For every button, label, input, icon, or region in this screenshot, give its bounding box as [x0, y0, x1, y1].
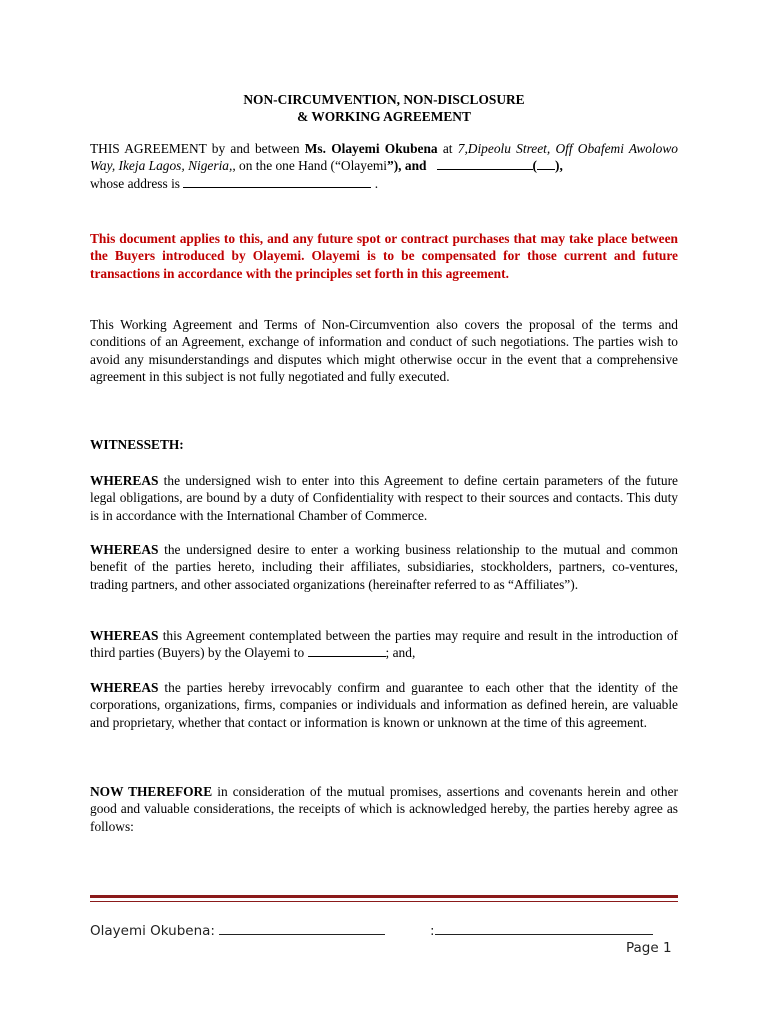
now-therefore-text: in consideration of the mutual promises, assertions and covenants herein and other good and valuable considerations, the receipts of which is acknowledged hereby, the parties hereby agree as follows: — [90, 784, 679, 834]
introduction-blank[interactable] — [308, 644, 386, 657]
second-party-blank[interactable] — [437, 157, 533, 170]
intro-text-4: ”), and — [387, 158, 430, 174]
whereas-label: WHEREAS — [90, 628, 159, 643]
whereas-paragraph-4 — [90, 679, 678, 731]
address-blank[interactable] — [183, 175, 371, 188]
witnesseth-heading — [90, 436, 678, 453]
whereas-paragraph-3 — [90, 627, 678, 662]
intro-text-3: , on the one Hand (“Olayemi — [232, 158, 388, 174]
footer-rule-thin — [90, 901, 678, 902]
whereas-label: WHEREAS — [90, 680, 159, 695]
intro-text-2: at — [437, 141, 458, 156]
whereas-text-4: the parties hereby irrevocably confirm and guarantee to each other that the identity of the corporations, organizations, firms, companies or individuals and information as defined herein, are valuable and proprietary, whether that contact or information is known or unknown at the time of this agreement. — [90, 680, 678, 730]
signer-signature-blank[interactable] — [219, 922, 385, 935]
whereas-text-2: the undersigned desire to enter a working business relationship to the mutual and common benefit of the parties hereto, including their affiliates, subsidiaries, stockholders, partners, co-ventures, trading partners, and other associated organizations (hereinafter referred to as “Affiliates”). — [90, 542, 678, 592]
counterparty-signature-blank[interactable] — [435, 922, 653, 935]
witnesseth-label: WITNESSETH: — [90, 437, 184, 452]
intro-paragraph — [90, 140, 678, 192]
signer-label: Olayemi Okubena: — [90, 923, 215, 939]
party-name: Ms. Olayemi Okubena — [304, 141, 438, 156]
title-line-2: & WORKING AGREEMENT — [297, 109, 471, 124]
whereas-paragraph-2 — [90, 541, 678, 593]
whereas-label: WHEREAS — [90, 473, 159, 488]
whereas-label: WHEREAS — [90, 542, 159, 557]
counterparty-signature-line — [430, 922, 653, 939]
title-line-1: NON-CIRCUMVENTION, NON-DISCLOSURE — [243, 92, 525, 107]
now-therefore-label: NOW THEREFORE — [90, 784, 213, 799]
intro-text-1: THIS AGREEMENT by and between — [90, 141, 305, 156]
whereas-text-1: the undersigned wish to enter into this Agreement to define certain parameters of the future legal obligations, are bound by a duty of Confidentiality with respect to their sources and contacts. This duty is in accordance with the International Chamber of Commerce. — [90, 473, 678, 523]
intro-text-8: . — [371, 175, 379, 191]
second-party-short-blank[interactable] — [537, 157, 555, 170]
intro-text-6: ), — [555, 158, 563, 174]
whereas-paragraph-1 — [90, 472, 678, 524]
party-address: 7,Dipeolu Street, Off Obafemi Awolowo Way, Ikeja Lagos, Nigeria, — [90, 141, 678, 174]
page-number: Page 1 — [626, 940, 672, 956]
whereas-text-3b: ; and, — [385, 645, 416, 661]
intro-text-7: whose address is — [90, 175, 184, 191]
red-notice: This document applies to this, and any future spot or contract purchases that may take place between the Buyers introduced by Olayemi. Olayemi is to be compensated for those current and future transactions in accordance with the principles set forth in this agreement. — [90, 231, 678, 281]
counterparty-colon: : — [430, 923, 435, 939]
footer-rule-thick — [90, 895, 678, 898]
scope-paragraph: This Working Agreement and Terms of Non-Circumvention also covers the proposal of the terms and conditions of an Agreement, exchange of information and conduct of such negotiations. The parties wish to avoid any misunderstandings and disputes which might otherwise occur in the event that a comprehensive agreement in this subject is not fully negotiated and fully executed. — [90, 317, 678, 385]
whereas-text-3a: this Agreement contemplated between the parties may require and result in the introduction of third parties (Buyers) by the Olayemi to — [90, 628, 678, 661]
now-therefore-paragraph — [90, 783, 678, 835]
signature-line — [90, 922, 385, 939]
intro-text-5: ( — [532, 158, 537, 174]
